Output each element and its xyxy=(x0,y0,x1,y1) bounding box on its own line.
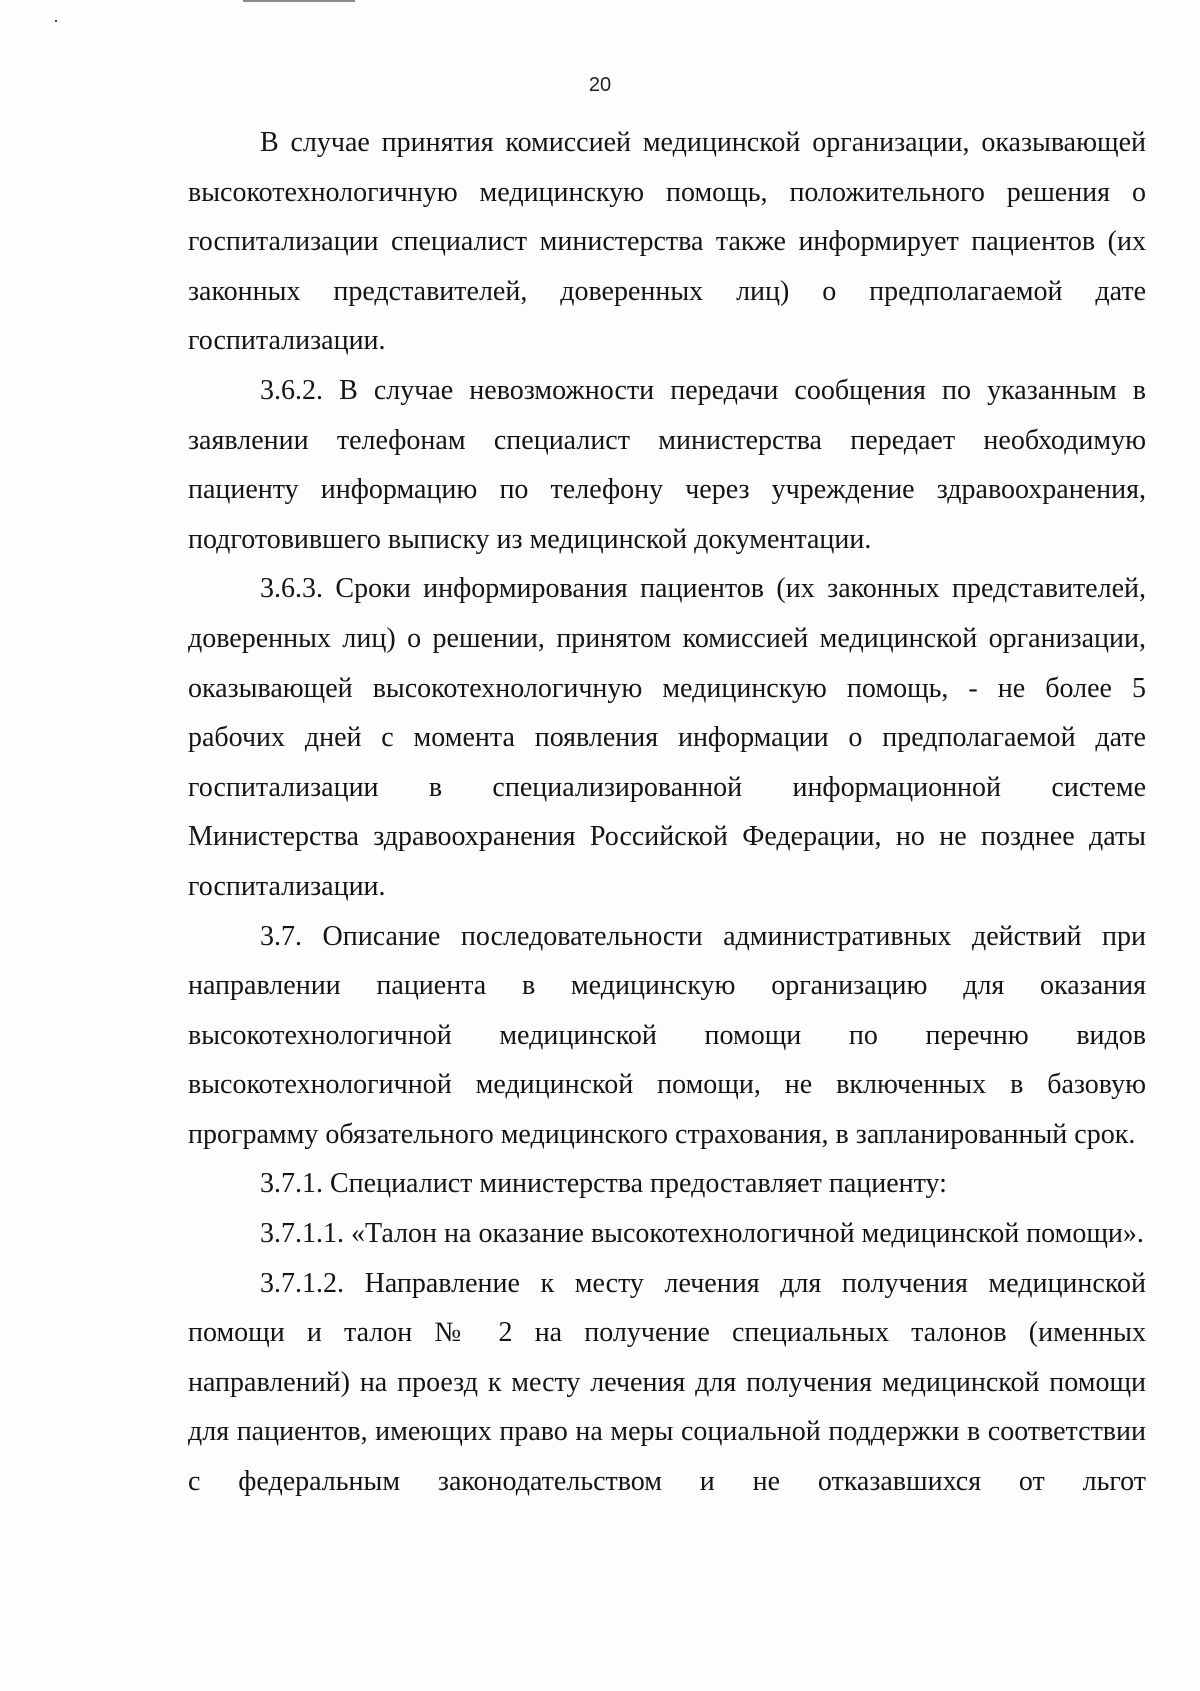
page-number: 20 xyxy=(588,74,612,96)
paragraph-3-7-1: 3.7.1. Специалист министерства предоставляет пациенту: xyxy=(260,1168,947,1200)
paragraph-3-6-3: 3.6.3. Сроки информирования пациентов (их законных представителей, доверенных лиц) о решении, принятом комиссией медицинской организации, оказывающей высокотехнологичную медицинскую помощь, - не более 5 рабочих дней с момента появления информации о предполагаемой дате госпитализации в специализированной информационной системе Министерства здравоохранения Российской Федерации, но не позднее даты госпитализации. xyxy=(188,573,1146,902)
paragraph-hospitalization-info: В случае принятия комиссией медицинской организации, оказывающей высокотехнологичную медицинскую помощь, положительного решения о госпитализации специалист министерства также информирует пациентов (их законных представителей, доверенных лиц) о предполагаемой дате госпитализации. xyxy=(188,127,1146,357)
paragraph-3-6-2: 3.6.2. В случае невозможности передачи сообщения по указанным в заявлении телефонам специалист министерства передает необходимую пациенту информацию по телефону через учреждение здравоохранения, подготовившего выписку из медицинской документации. xyxy=(188,374,1146,555)
paragraph-3-7-1-1: 3.7.1.1. «Талон на оказание высокотехнологичной медицинской помощи». xyxy=(260,1218,1144,1250)
scan-artifact-line xyxy=(243,0,355,2)
document-body xyxy=(188,118,1146,1507)
paragraph-3-7: 3.7. Описание последовательности административных действий при направлении пациента в медицинскую организацию для оказания высокотехнологичной медицинской помощи по перечню видов высокотехнологичной медицинской помощи, не включенных в базовую программу обязательного медицинского страхования, в запланированный срок. xyxy=(188,920,1146,1150)
scan-artifact-dot xyxy=(55,20,57,22)
paragraph-3-7-1-2: 3.7.1.2. Направление к месту лечения для получения медицинской помощи и талон № 2 на получение специальных талонов (именных направлений) на проезд к месту лечения для получения медицинской помощи для пациентов, имеющих право на меры социальной поддержки в соответствии с федеральным законодательством и не отказавшихся от льгот xyxy=(188,1267,1146,1498)
